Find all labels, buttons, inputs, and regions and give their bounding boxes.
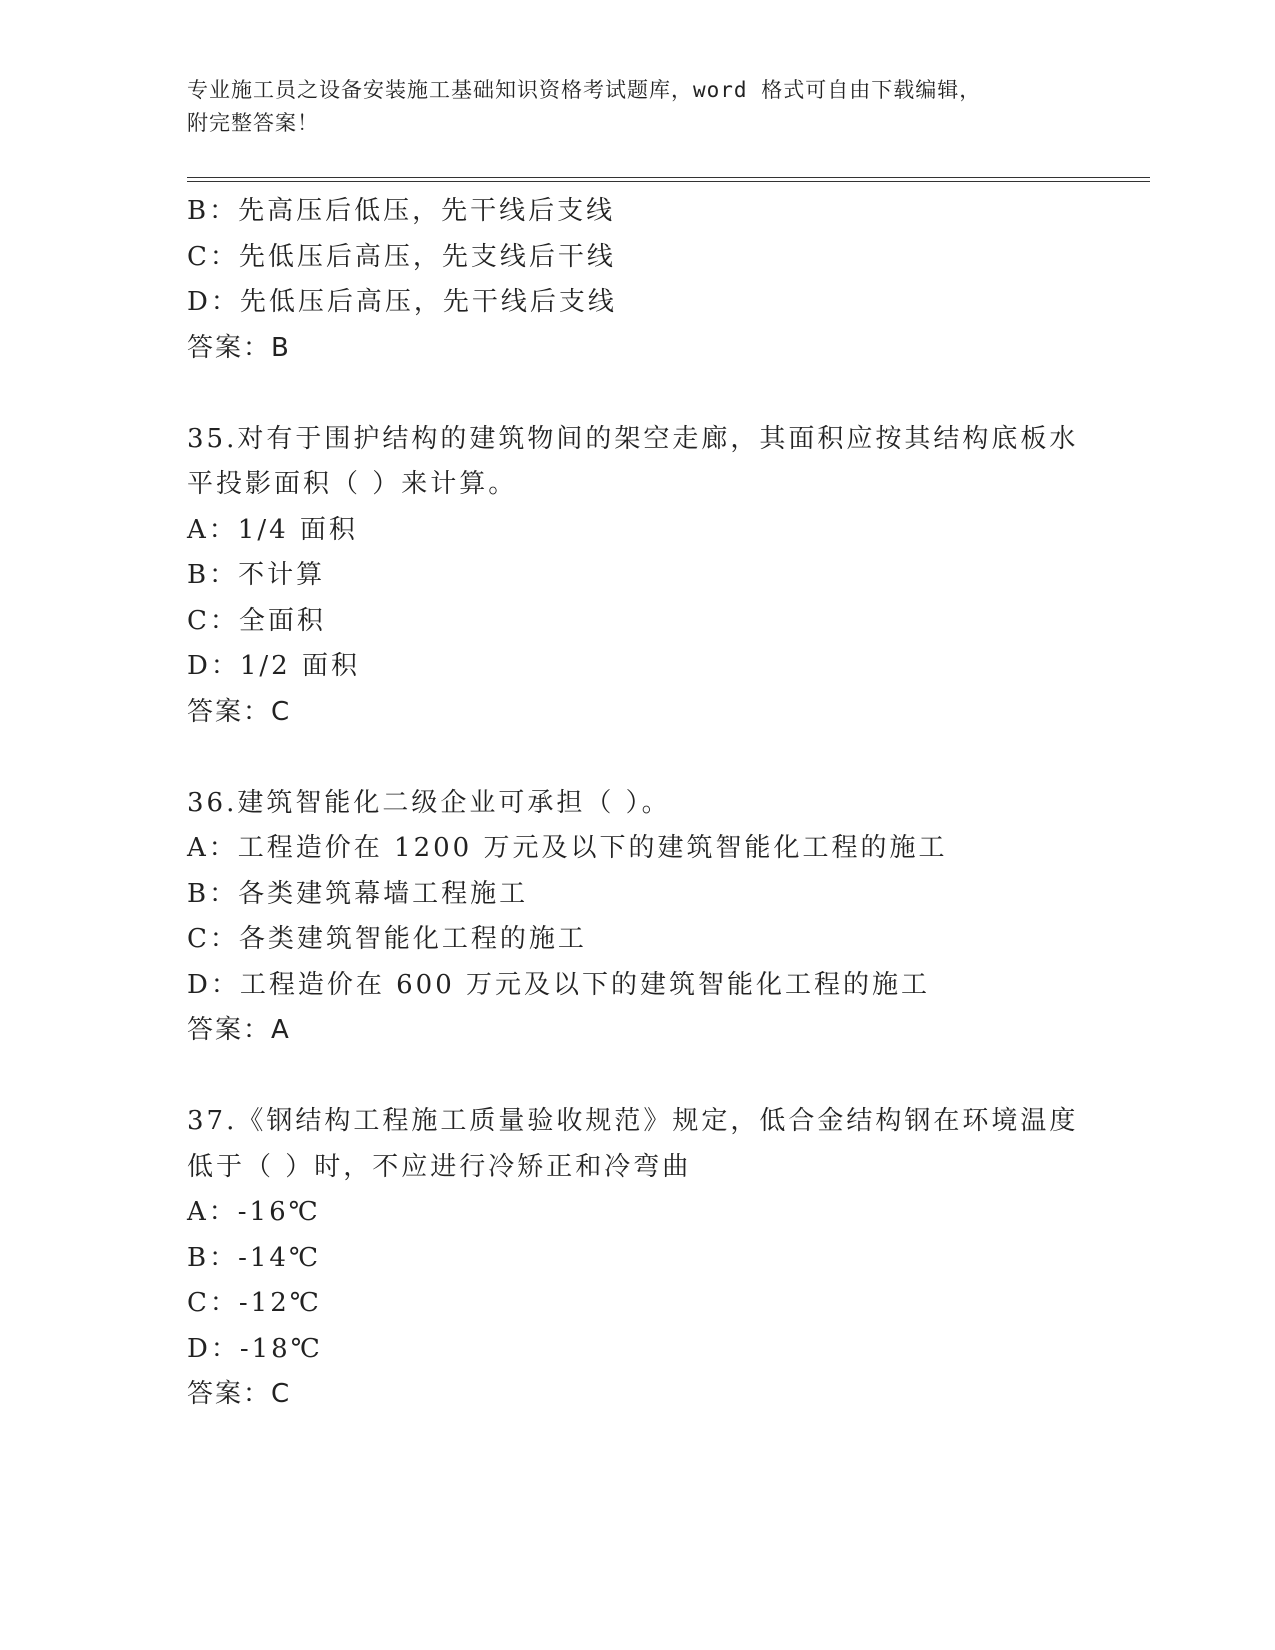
spacer <box>187 1054 1087 1100</box>
header-divider-top <box>187 177 1150 178</box>
option-d: D：1/2 面积 <box>187 651 360 681</box>
option-d: D：先低压后高压，先干线后支线 <box>187 287 617 317</box>
option-b: B：各类建筑幕墙工程施工 <box>187 878 529 909</box>
document-header <box>187 74 1067 140</box>
option-c: C：各类建筑智能化工程的施工 <box>187 924 587 954</box>
option-b: B：先高压后低压，先干线后支线 <box>187 196 616 226</box>
question-list <box>187 189 1087 1418</box>
question-stem: 36.建筑智能化二级企业可承担（ ）。 <box>187 787 671 818</box>
question-stem-continued: 平投影面积（ ）来计算。 <box>187 469 518 499</box>
question-stem-continued: 低于（ ）时，不应进行冷矫正和冷弯曲 <box>187 1151 692 1182</box>
question-block-36 <box>187 781 1087 1054</box>
header-divider-bottom <box>187 181 1150 182</box>
option-d: D：工程造价在 600 万元及以下的建筑智能化工程的施工 <box>187 969 931 1000</box>
option-d: D：-18℃ <box>187 1333 323 1364</box>
answer-line: 答案：A <box>187 1015 291 1045</box>
answer-line: 答案：C <box>187 1379 292 1409</box>
option-b: B：-14℃ <box>187 1242 322 1273</box>
option-a: A：1/4 面积 <box>187 514 358 545</box>
header-line-2: 附完整答案！ <box>187 111 319 135</box>
answer-line: 答案：C <box>187 696 292 727</box>
header-line-1: 专业施工员之设备安装施工基础知识资格考试题库，word 格式可自由下载编辑， <box>187 78 982 102</box>
question-block-35 <box>187 417 1087 736</box>
option-b: B：不计算 <box>187 560 326 590</box>
option-c: C：全面积 <box>187 605 326 636</box>
question-stem: 35.对有于围护结构的建筑物间的架空走廊，其面积应按其结构底板水 <box>187 423 1079 454</box>
option-a: A：-16℃ <box>187 1197 321 1227</box>
question-stem: 37.《钢结构工程施工质量验收规范》规定，低合金结构钢在环境温度 <box>187 1106 1079 1136</box>
question-block-34 <box>187 189 1087 371</box>
spacer <box>187 371 1087 417</box>
option-c: C：-12℃ <box>187 1288 322 1318</box>
answer-line: 答案：B <box>187 332 291 363</box>
spacer <box>187 735 1087 781</box>
question-block-37 <box>187 1099 1087 1418</box>
option-a: A：工程造价在 1200 万元及以下的建筑智能化工程的施工 <box>187 833 948 863</box>
option-c: C：先低压后高压，先支线后干线 <box>187 241 616 272</box>
